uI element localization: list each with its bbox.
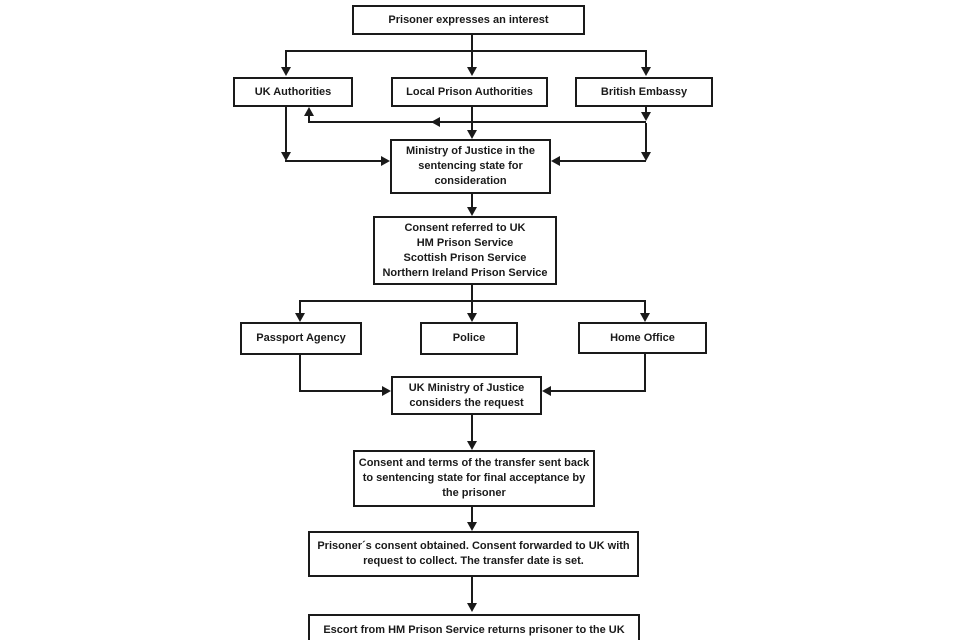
node-local-prison-authorities: [391, 77, 548, 107]
connector-passport-down: [299, 355, 301, 392]
node-police: [420, 322, 518, 355]
node-consent-referred-line4: Northern Ireland Prison Service: [382, 266, 548, 279]
connector-uk-authorities-down: [285, 107, 287, 153]
node-british-embassy: [575, 77, 713, 107]
connector-local-prison-down: [471, 107, 473, 131]
node-police-label: Police: [452, 332, 486, 344]
arrowhead-into-police: [467, 313, 477, 322]
connector-embassy-left: [560, 160, 646, 162]
node-consent-referred-line1: Consent referred to UK: [404, 221, 526, 234]
node-consent-terms-line2: to sentencing state for final acceptance by: [362, 472, 586, 484]
node-consent-referred-line3: Scottish Prison Service: [403, 251, 527, 264]
node-prisoner-consent-line1: Prisoner´s consent obtained. Consent forwarded to UK with: [317, 540, 630, 552]
arrowhead-feedback-left: [431, 117, 440, 127]
arrowhead-into-uk-moj-left: [382, 386, 391, 396]
connector-prisoner-consent-down: [471, 577, 473, 604]
node-passport-agency: [240, 322, 362, 355]
node-home-office: [578, 322, 707, 354]
arrowhead-into-uk-authorities: [281, 67, 291, 76]
connector-consent-terms-down: [471, 507, 473, 523]
arrowhead-into-consent-referred: [467, 207, 477, 216]
connector-feedback-line: [308, 121, 646, 123]
arrowhead-into-british-embassy: [641, 67, 651, 76]
connector-passport-right: [299, 390, 382, 392]
arrowhead-into-ministry-top: [467, 130, 477, 139]
arrowhead-into-ministry-right: [551, 156, 560, 166]
node-start: [352, 5, 585, 35]
node-british-embassy-label: British Embassy: [600, 85, 688, 98]
node-ministry-sentencing: [390, 139, 551, 194]
node-uk-authorities: [233, 77, 353, 107]
node-uk-authorities-label: UK Authorities: [254, 85, 332, 98]
arrowhead-feedback-into-uk-authorities: [304, 107, 314, 116]
node-ministry-sentencing-line1: Ministry of Justice in the: [406, 145, 535, 157]
connector-splitter-top: [285, 50, 647, 52]
node-ministry-sentencing-line3: consideration: [434, 175, 507, 187]
node-prisoner-consent-line2: request to collect. The transfer date is set.: [363, 555, 584, 567]
connector-drop-uk-authorities: [285, 52, 287, 68]
node-start-label: Prisoner expresses an interest: [388, 13, 549, 26]
node-consent-terms-line1: Consent and terms of the transfer sent back: [358, 457, 590, 469]
arrowhead-into-local-prison: [467, 67, 477, 76]
connector-home-office-down: [644, 354, 646, 392]
arrowhead-into-uk-moj-right: [542, 386, 551, 396]
node-ministry-sentencing-line2: sentencing state for: [418, 160, 523, 172]
connector-drop-local-prison: [471, 52, 473, 68]
connector-uk-moj-down: [471, 415, 473, 442]
arrowhead-into-passport: [295, 313, 305, 322]
connector-drop-british-embassy: [645, 52, 647, 68]
node-consent-referred: [373, 216, 557, 285]
node-home-office-label: Home Office: [610, 331, 675, 344]
arrowhead-into-home-office: [640, 313, 650, 322]
node-prisoner-consent: [308, 531, 639, 577]
node-consent-terms-line3: the prisoner: [442, 487, 506, 499]
arrowhead-into-escort: [467, 603, 477, 612]
connector-embassy-down-segment2: [645, 123, 647, 153]
arrowhead-into-prisoner-consent: [467, 522, 477, 531]
connector-ministry-down: [471, 194, 473, 208]
node-escort: [308, 614, 640, 640]
node-consent-terms: [353, 450, 595, 507]
node-passport-agency-label: Passport Agency: [256, 332, 346, 344]
arrowhead-embassy-to-feedback-line: [641, 112, 651, 121]
node-consent-referred-line2: HM Prison Service: [416, 236, 514, 249]
arrowhead-into-ministry-left: [381, 156, 390, 166]
connector-home-office-left: [551, 390, 646, 392]
arrowhead-into-consent-terms: [467, 441, 477, 450]
node-local-prison-authorities-label: Local Prison Authorities: [406, 85, 533, 98]
node-uk-ministry-justice-line1: UK Ministry of Justice: [408, 381, 525, 394]
node-uk-ministry-justice: [391, 376, 542, 415]
connector-uk-authorities-right: [285, 160, 381, 162]
node-escort-label: Escort from HM Prison Service returns prisoner to the UK: [323, 623, 625, 636]
node-uk-ministry-justice-line2: considers the request: [409, 396, 524, 409]
